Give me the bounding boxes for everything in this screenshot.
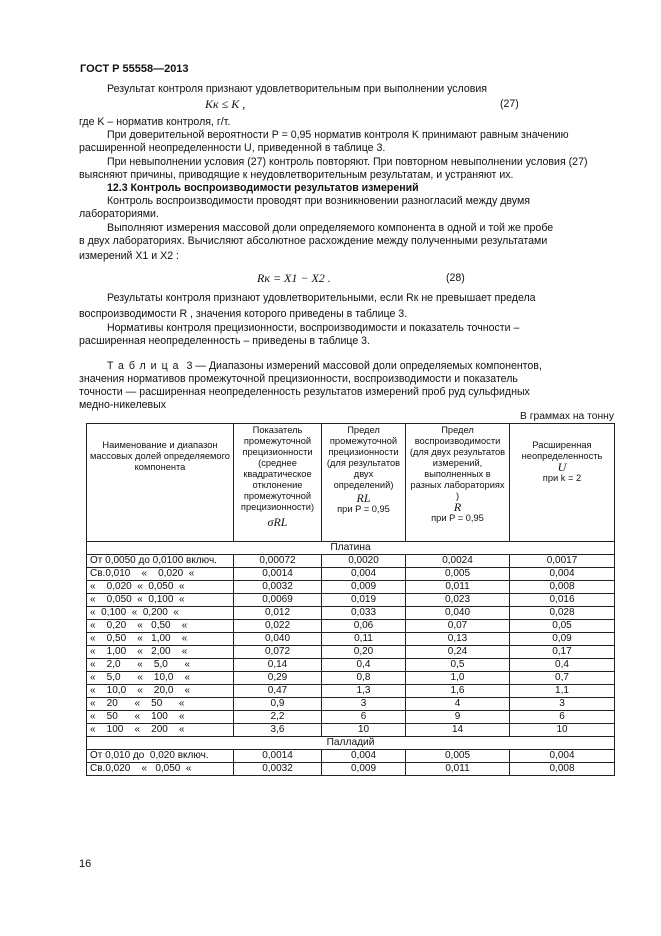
range-cell: « 0,50 « 1,00 « — [87, 633, 234, 646]
equation-28: Rк = X1 − X2 . — [257, 271, 331, 285]
equation-27: Kк ≤ K , — [205, 97, 246, 111]
table-row — [87, 685, 615, 698]
value-cell: 0,0032 — [234, 763, 322, 776]
value-cell: 3 — [322, 698, 406, 711]
value-cell: 0,008 — [510, 763, 615, 776]
range-cell: « 100 « 200 « — [87, 724, 234, 737]
value-cell: 0,8 — [322, 672, 406, 685]
value-cell: 0,009 — [322, 581, 406, 594]
value-cell: 0,011 — [406, 763, 510, 776]
paragraph-norms-a: Нормативы контроля прецизионности, воспроизводимости и показатель точности – — [107, 322, 520, 334]
value-cell: 0,0032 — [234, 581, 322, 594]
table-row — [87, 633, 615, 646]
value-cell: 0,29 — [234, 672, 322, 685]
equation-27-number: (27) — [500, 98, 519, 110]
table-row — [87, 581, 615, 594]
value-cell: 10 — [322, 724, 406, 737]
value-cell: 0,019 — [322, 594, 406, 607]
value-cell: 0,004 — [510, 568, 615, 581]
value-cell: 0,14 — [234, 659, 322, 672]
value-cell: 0,072 — [234, 646, 322, 659]
value-cell: 0,4 — [322, 659, 406, 672]
value-cell: 0,06 — [322, 620, 406, 633]
paragraph-measure-b: в двух лабораториях. Вычисляют абсолютное расхождение между полученными результатами — [79, 235, 548, 247]
paragraph-measure-c: измерений X1 и X2 : — [79, 250, 179, 262]
equation-28-number: (28) — [446, 272, 465, 284]
value-cell: 9 — [406, 711, 510, 724]
value-cell: 3,6 — [234, 724, 322, 737]
where-line: где K – норматив контроля, г/т. — [79, 116, 231, 128]
value-cell: 6 — [322, 711, 406, 724]
value-cell: 3 — [510, 698, 615, 711]
column-header-u: Расширенная неопределенность U при k = 2 — [510, 424, 615, 542]
range-cell: « 5,0 « 10,0 « — [87, 672, 234, 685]
value-cell: 6 — [510, 711, 615, 724]
range-cell: « 10,0 « 20,0 « — [87, 685, 234, 698]
table-caption-b: значения нормативов промежуточной прецизионности, воспроизводимости и показатель — [79, 373, 518, 385]
value-cell: 0,0069 — [234, 594, 322, 607]
value-cell: 0,004 — [322, 568, 406, 581]
section-title: 12.3 Контроль воспроизводимости результатов измерений — [107, 182, 419, 194]
paragraph-control-b: лабораториями. — [79, 208, 159, 220]
value-cell: 0,005 — [406, 750, 510, 763]
value-cell: 0,023 — [406, 594, 510, 607]
range-cell: « 50 « 100 « — [87, 711, 234, 724]
value-cell: 0,0024 — [406, 555, 510, 568]
value-cell: 0,7 — [510, 672, 615, 685]
paragraph-satisfactory-a: Результаты контроля признают удовлетворительными, если Rк не превышает предела — [107, 292, 536, 304]
value-cell: 0,05 — [510, 620, 615, 633]
table-body — [87, 542, 615, 776]
value-cell: 0,13 — [406, 633, 510, 646]
column-header-rl: Предел промежуточной прецизионности (для результатов двух определений) RL при P = 0,95 — [322, 424, 406, 542]
table-row — [87, 607, 615, 620]
value-cell: 0,11 — [322, 633, 406, 646]
range-cell: Св.0,010 « 0,020 « — [87, 568, 234, 581]
table-row — [87, 555, 615, 568]
value-cell: 0,0020 — [322, 555, 406, 568]
range-cell: « 0,050 « 0,100 « — [87, 594, 234, 607]
value-cell: 1,1 — [510, 685, 615, 698]
table-section-row — [87, 542, 615, 555]
value-cell: 0,17 — [510, 646, 615, 659]
paragraph-norms-b: расширенная неопределенность – приведены в таблице 3. — [79, 335, 371, 347]
value-cell: 0,00072 — [234, 555, 322, 568]
value-cell: 0,012 — [234, 607, 322, 620]
table-section-row — [87, 737, 615, 750]
range-cell: « 2,0 « 5,0 « — [87, 659, 234, 672]
table-row — [87, 646, 615, 659]
value-cell: 0,20 — [322, 646, 406, 659]
paragraph-control-a: Контроль воспроизводимости проводят при возникновении разногласий между двумя — [107, 195, 530, 207]
value-cell: 0,0014 — [234, 568, 322, 581]
table-row — [87, 763, 615, 776]
value-cell: 0,0017 — [510, 555, 615, 568]
table-caption-c: точности — расширенная неопределенность результатов измерений проб руд сульфидных — [79, 386, 530, 398]
column-header-r: Предел воспроизводимости (для двух результатов измерений, выполненных в разных лабораториях ) R при P = 0,95 — [406, 424, 510, 542]
value-cell: 0,5 — [406, 659, 510, 672]
value-cell: 0,004 — [322, 750, 406, 763]
value-cell: 0,09 — [510, 633, 615, 646]
paragraph-probability-a: При доверительной вероятности P = 0,95 норматив контроля K принимают равным значению — [107, 129, 569, 141]
value-cell: 0,028 — [510, 607, 615, 620]
value-cell: 0,47 — [234, 685, 322, 698]
value-cell: 0,24 — [406, 646, 510, 659]
table-3 — [86, 423, 615, 776]
table-row — [87, 659, 615, 672]
value-cell: 4 — [406, 698, 510, 711]
range-cell: « 20 « 50 « — [87, 698, 234, 711]
paragraph-repeat-a: При невыполнении условия (27) контроль повторяют. При повторном невыполнении условия (27) — [107, 156, 588, 168]
value-cell: 10 — [510, 724, 615, 737]
document-header: ГОСТ Р 55558—2013 — [80, 63, 189, 75]
range-cell: « 0,020 « 0,050 « — [87, 581, 234, 594]
value-cell: 1,0 — [406, 672, 510, 685]
paragraph-repeat-b: выясняют причины, приводящие к неудовлетворительным результатам, и устраняют их. — [79, 169, 514, 181]
paragraph-measure-a: Выполняют измерения массовой доли определяемого компонента в одной и той же пробе — [107, 222, 554, 234]
table-caption-d: медно-никелевых — [79, 399, 167, 411]
value-cell: 0,011 — [406, 581, 510, 594]
value-cell: 0,005 — [406, 568, 510, 581]
range-cell: Св.0,020 « 0,050 « — [87, 763, 234, 776]
value-cell: 0,0014 — [234, 750, 322, 763]
table-row — [87, 672, 615, 685]
table-caption-a — [79, 360, 614, 373]
column-header-range: Наименование и диапазон массовых долей определяемого компонента — [87, 424, 234, 542]
value-cell: 0,004 — [510, 750, 615, 763]
table-row — [87, 698, 615, 711]
paragraph-probability-b: расширенной неопределенности U, приведенной в таблице 3. — [79, 142, 386, 154]
value-cell: 1,6 — [406, 685, 510, 698]
range-cell: « 1,00 « 2,00 « — [87, 646, 234, 659]
range-cell: « 0,100 « 0,200 « — [87, 607, 234, 620]
section-name: Палладий — [87, 737, 615, 750]
value-cell: 0,008 — [510, 581, 615, 594]
table-caption-text: 3 — Диапазоны измерений массовой доли определяемых компонентов, — [186, 360, 542, 372]
value-cell: 0,022 — [234, 620, 322, 633]
value-cell: 0,9 — [234, 698, 322, 711]
value-cell: 0,009 — [322, 763, 406, 776]
table-caption-word: Таблица — [107, 360, 184, 372]
value-cell: 0,040 — [234, 633, 322, 646]
range-cell: От 0,0050 до 0,0100 включ. — [87, 555, 234, 568]
table-row — [87, 594, 615, 607]
value-cell: 14 — [406, 724, 510, 737]
value-cell: 0,016 — [510, 594, 615, 607]
table-row — [87, 620, 615, 633]
value-cell: 0,033 — [322, 607, 406, 620]
value-cell: 0,4 — [510, 659, 615, 672]
value-cell: 0,040 — [406, 607, 510, 620]
column-header-sigma: Показатель промежуточной прецизионности (среднее квадратическое отклонение промежуточной прецизионности) σRL — [234, 424, 322, 542]
value-cell: 0,07 — [406, 620, 510, 633]
paragraph-satisfactory-b: воспроизводимости R , значения которого приведены в таблице 3. — [79, 308, 408, 320]
table-row — [87, 711, 615, 724]
page-number: 16 — [79, 858, 92, 870]
section-name: Платина — [87, 542, 615, 555]
table-row — [87, 750, 615, 763]
range-cell: От 0,010 до 0,020 включ. — [87, 750, 234, 763]
value-cell: 2,2 — [234, 711, 322, 724]
table-row — [87, 724, 615, 737]
paragraph-result: Результат контроля признают удовлетворительным при выполнении условия — [107, 83, 488, 95]
value-cell: 1,3 — [322, 685, 406, 698]
units-note: В граммах на тонну — [520, 411, 614, 422]
range-cell: « 0,20 « 0,50 « — [87, 620, 234, 633]
table-row — [87, 568, 615, 581]
